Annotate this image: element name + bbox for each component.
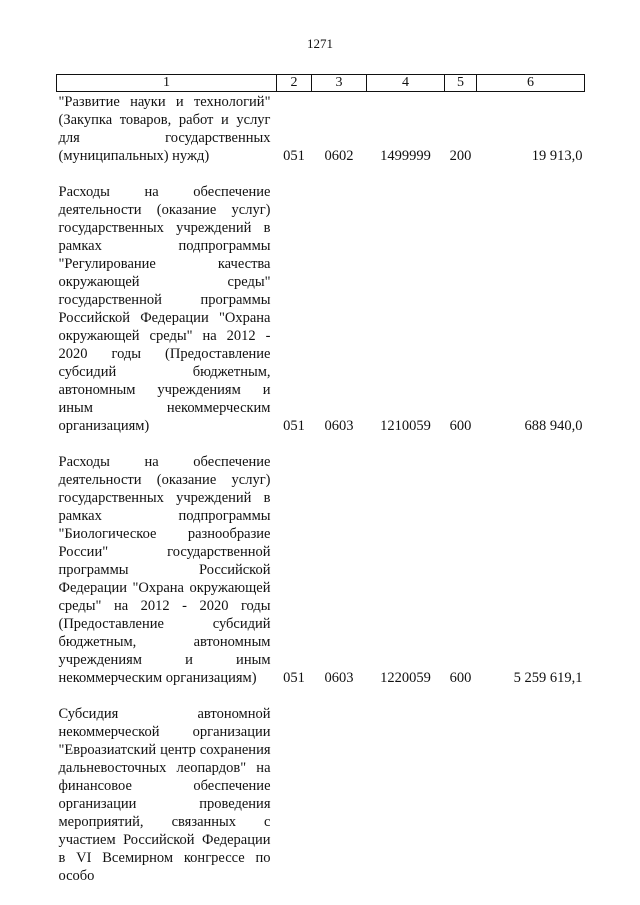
table-row [57,705,585,885]
row-expense-type: 600 [449,418,472,434]
table-row [57,453,585,687]
row-chapter-code: 051 [283,148,305,164]
header-col-2: 2 [277,75,312,92]
row-description: Расходы на обеспечение деятельности (оказание услуг) государственных учреждений в рамках подпрограммы "Биологическое разнообразие России" государственной программы Российской Федерации "Охрана окружающей среды" на 2012 - 2020 годы (Предоставление субсидий бюджетным, автономным учреждениям и иным некоммерческим организациям) [58,454,271,686]
header-col-6: 6 [477,75,585,92]
row-amount: 5 259 619,1 [513,670,583,686]
row-chapter-code: 051 [283,418,305,434]
row-spacer [57,435,585,453]
row-expense-type: 200 [449,148,472,164]
header-col-5: 5 [445,75,477,92]
row-section-code: 0603 [324,418,354,434]
row-section-code [312,705,367,885]
row-section-code: 0602 [324,148,354,164]
table-row [57,92,585,166]
row-amount: 19 913,0 [531,148,583,164]
header-col-4: 4 [367,75,445,92]
row-description: "Развитие науки и технологий" (Закупка товаров, работ и услуг для государственных (муниципальных) нужд) [58,94,271,164]
budget-table [56,74,585,885]
row-amount: 688 940,0 [524,418,583,434]
row-target-code: 1499999 [380,148,431,164]
row-description: Субсидия автономной некоммерческой организации "Евроазиатский центр сохранения дальневосточных леопардов" на финансовое обеспечение организации проведения мероприятий, связанных с участием Российской Федерации в VI Всемирном конгрессе по особо [58,706,271,884]
table-header [57,75,585,92]
row-expense-type: 600 [449,670,472,686]
row-expense-type [445,705,477,885]
header-row [57,75,585,92]
header-col-3: 3 [312,75,367,92]
row-spacer [57,165,585,183]
table-row [57,183,585,435]
row-section-code: 0603 [324,670,354,686]
row-chapter-code [277,705,312,885]
row-target-code [367,705,445,885]
page-number: 1271 [307,36,333,51]
row-description: Расходы на обеспечение деятельности (оказание услуг) государственных учреждений в рамках подпрограммы "Регулирование качества окружающей среды" государственной программы Российской Федерации "Охрана окружающей среды" на 2012 - 2020 годы (Предоставление субсидий бюджетным, автономным учреждениям и иным некоммерческим организациям) [58,184,271,434]
table-body [57,92,585,886]
row-target-code: 1210059 [380,418,431,434]
row-amount [477,705,585,885]
row-spacer [57,687,585,705]
header-col-1: 1 [57,75,277,92]
row-chapter-code: 051 [283,670,305,686]
row-target-code: 1220059 [380,670,431,686]
